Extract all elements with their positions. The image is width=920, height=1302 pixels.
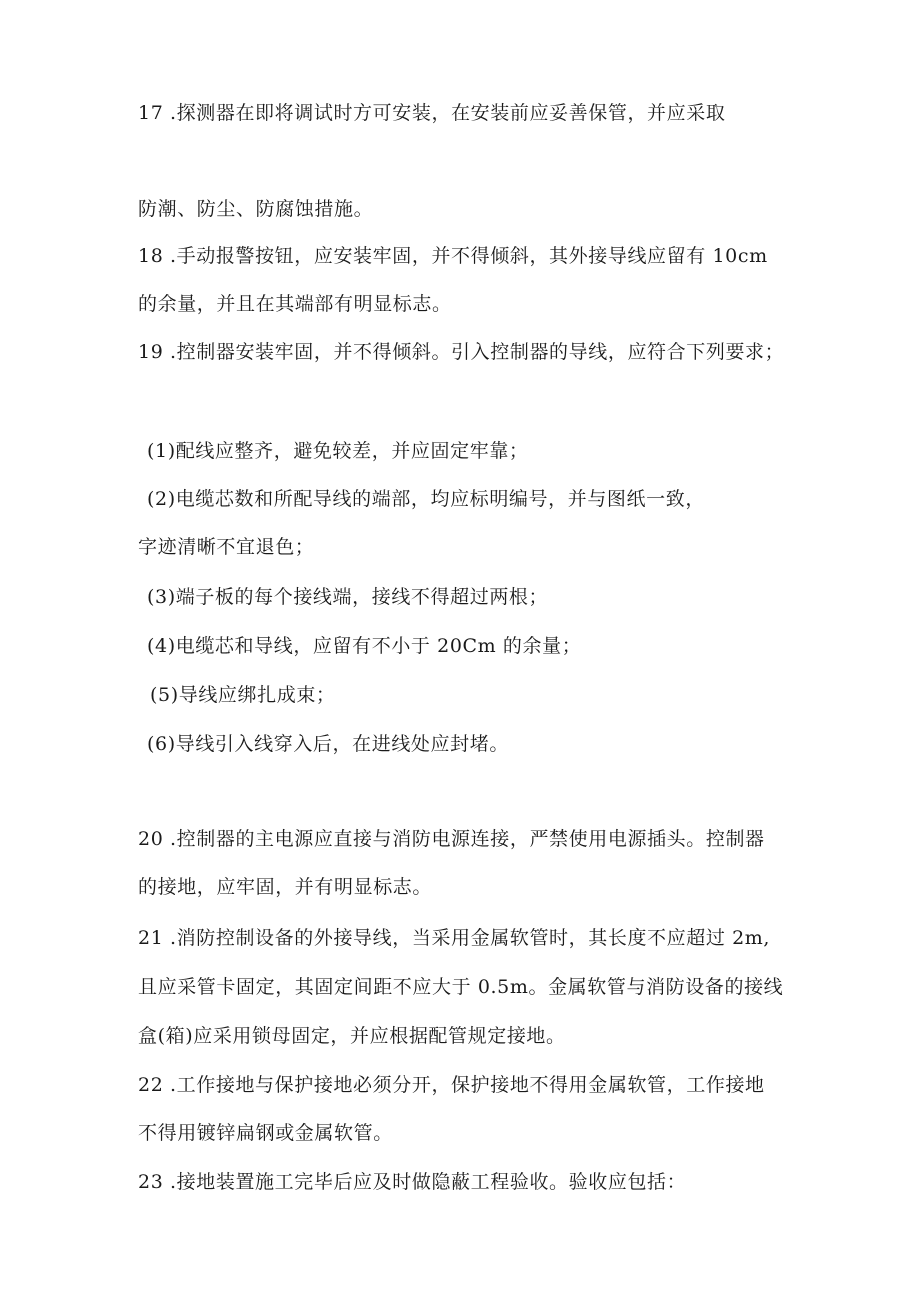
paragraph-17-line-1: 17 .探测器在即将调试时方可安装，在安装前应妥善保管，并应采取: [138, 102, 726, 124]
paragraph-23-line-1: 23 .接地装置施工完毕后应及时做隐蔽工程验收。验收应包括：: [138, 1171, 687, 1193]
paragraph-22-line-1: 22 .工作接地与保护接地必须分开，保护接地不得用金属软管，工作接地: [138, 1074, 765, 1096]
list-item-6: (6)导线引入线穿入后，在进线处应封堵。: [147, 733, 509, 755]
paragraph-21-line-1: 21 .消防控制设备的外接导线，当采用金属软管时，其长度不应超过 2m,: [138, 927, 771, 949]
paragraph-20-line-1: 20 .控制器的主电源应直接与消防电源连接，严禁使用电源插头。控制器: [138, 828, 765, 850]
paragraph-21-line-2: 且应采管卡固定，其固定间距不应大于 0.5m。金属软管与消防设备的接线: [138, 976, 784, 998]
paragraph-18-line-1: 18 .手动报警按钮，应安装牢固，并不得倾斜，其外接导线应留有 10cm: [138, 245, 768, 267]
paragraph-18-line-2: 的余量，并且在其端部有明显标志。: [138, 293, 452, 315]
paragraph-22-line-2: 不得用镀锌扁钢或金属软管。: [138, 1122, 393, 1144]
list-item-3: (3)端子板的每个接线端，接线不得超过两根；: [147, 586, 549, 608]
list-item-5: (5)导线应绑扎成束；: [150, 684, 336, 706]
paragraph-21-line-3: 盒(箱)应采用锁母固定，并应根据配管规定接地。: [138, 1025, 566, 1047]
list-item-1: (1)配线应整齐，避免较差，并应固定牢靠；: [147, 440, 529, 462]
list-item-2-line-2: 字迹清晰不宜退色；: [138, 536, 315, 558]
paragraph-17-line-2: 防潮、防尘、防腐蚀措施。: [138, 198, 374, 220]
paragraph-20-line-2: 的接地，应牢固，并有明显标志。: [138, 876, 433, 898]
paragraph-19-line-1: 19 .控制器安装牢固，并不得倾斜。引入控制器的导线，应符合下列要求；: [138, 341, 785, 363]
list-item-2-line-1: (2)电缆芯数和所配导线的端部，均应标明编号，并与图纸一致，: [147, 488, 705, 510]
list-item-4: (4)电缆芯和导线，应留有不小于 20Cm 的余量；: [147, 635, 582, 657]
